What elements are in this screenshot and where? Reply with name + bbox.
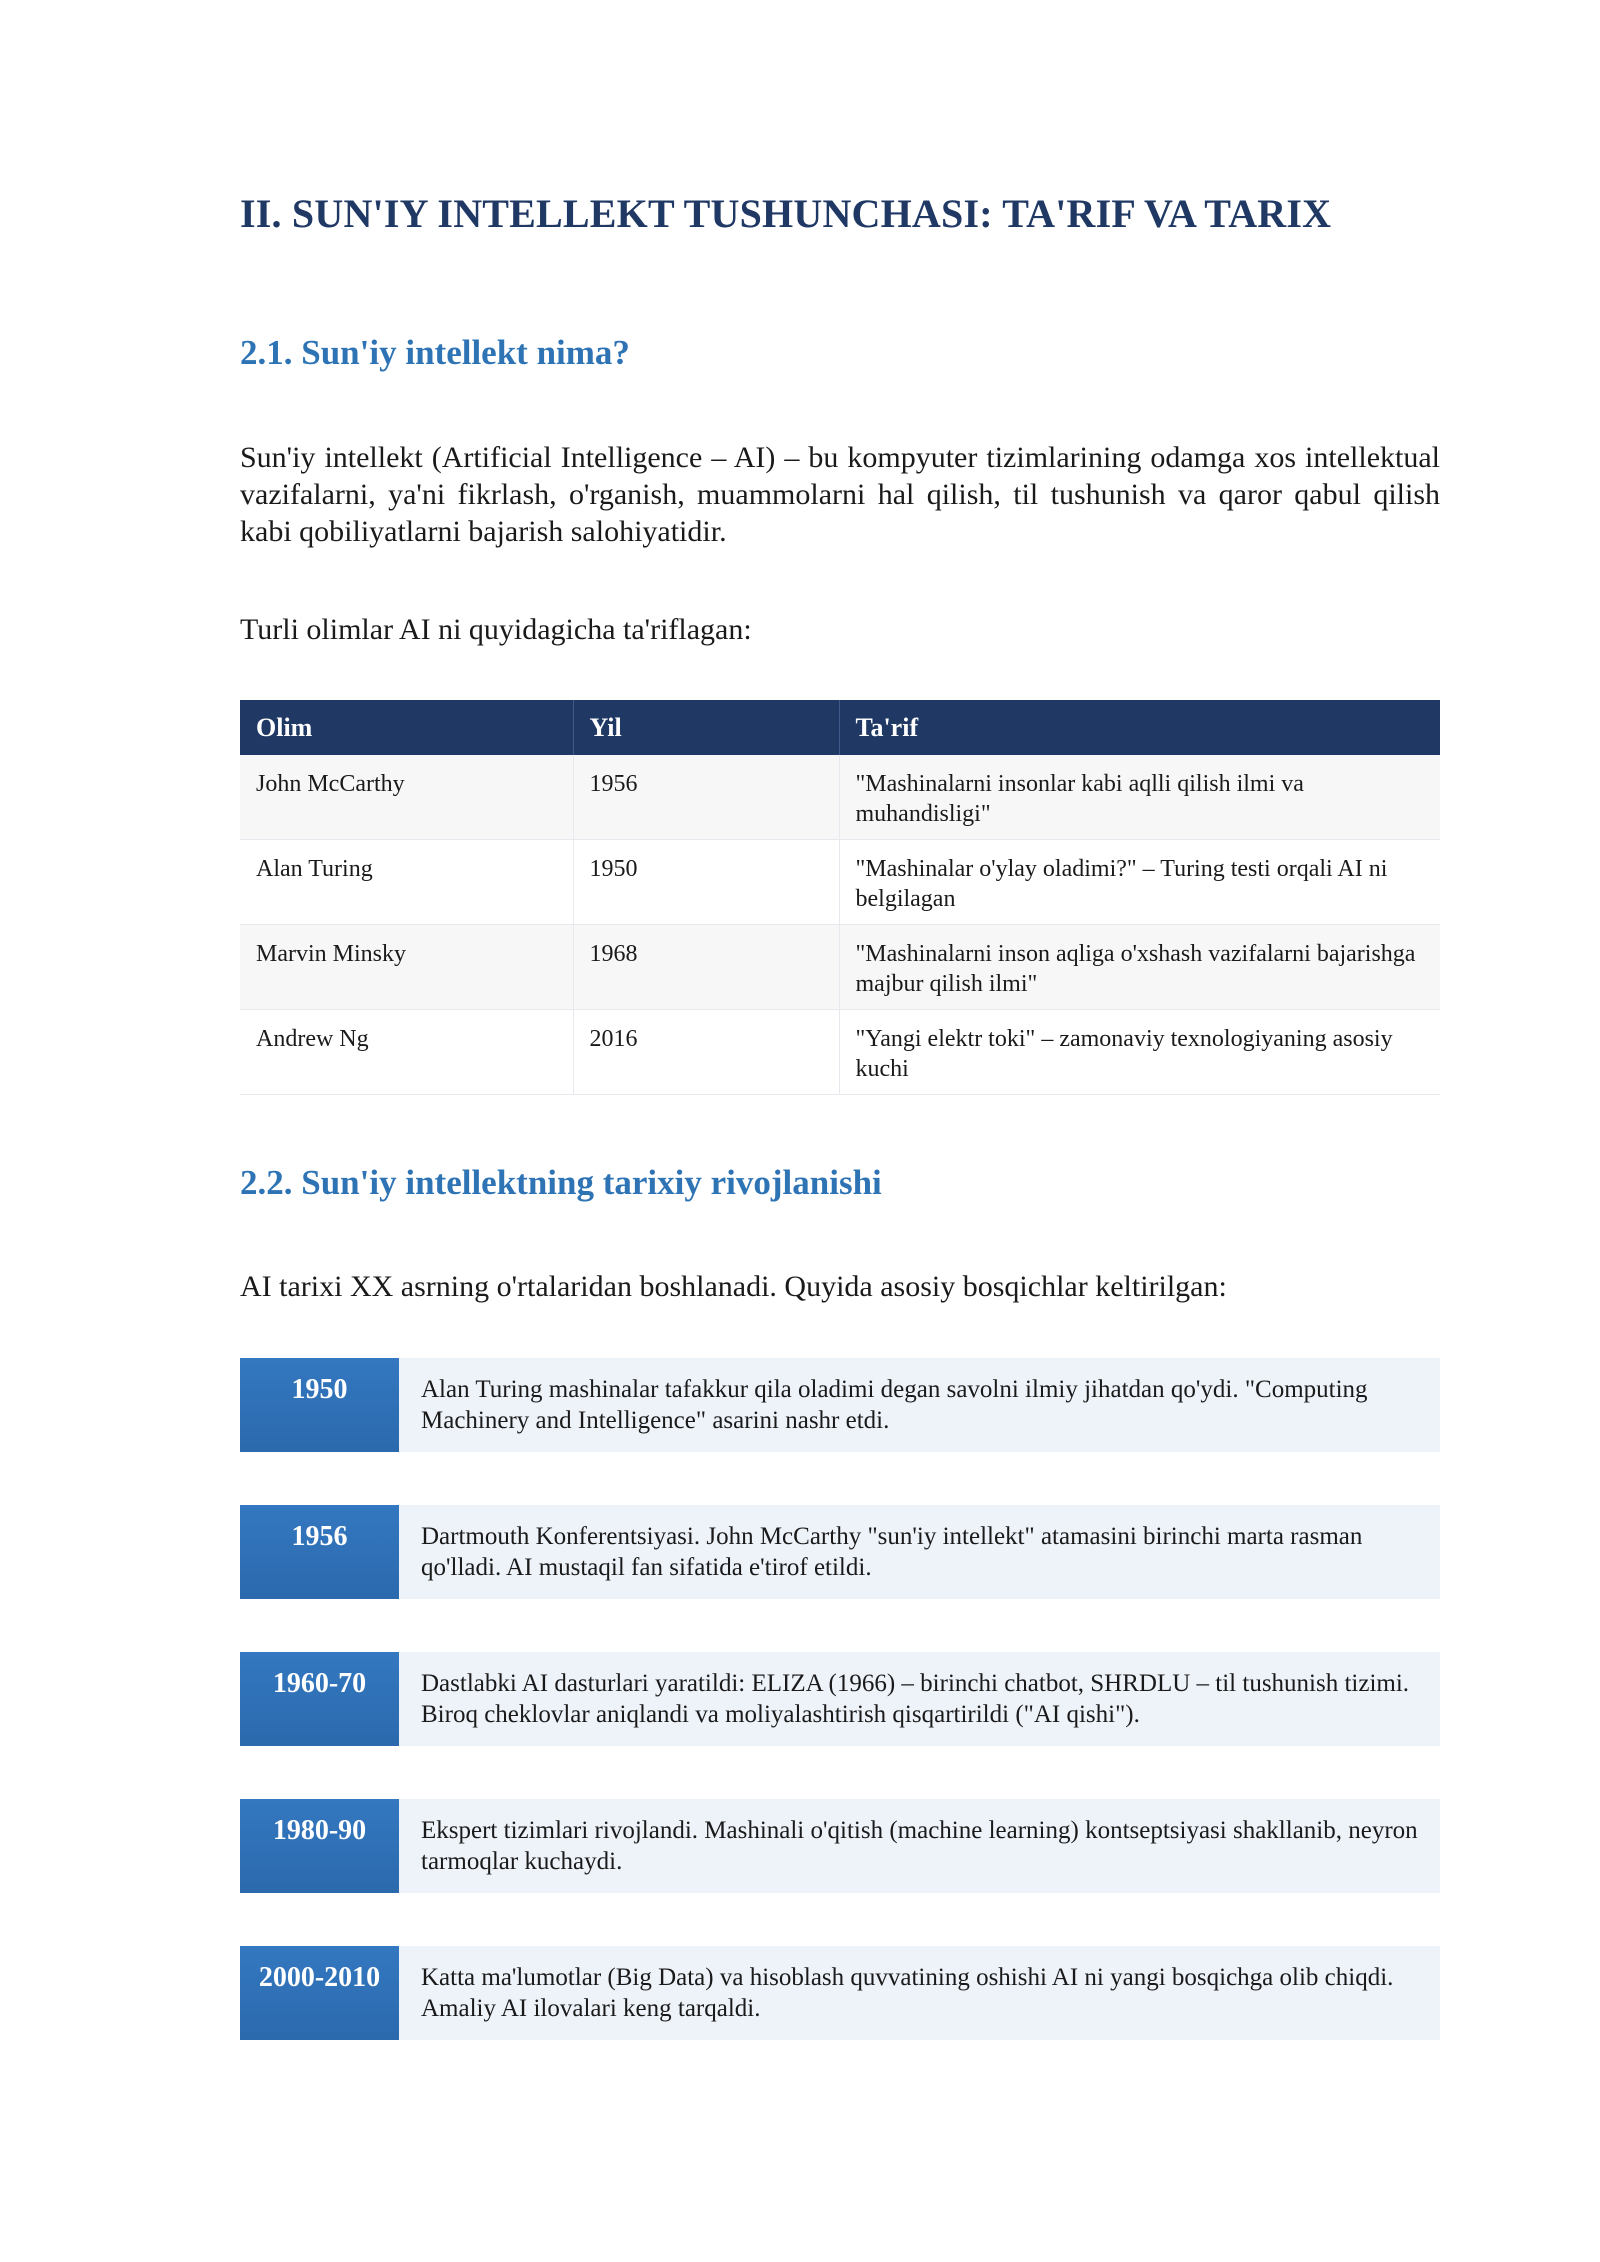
timeline-year: 1960-70 <box>240 1652 399 1746</box>
cell-scientist: Alan Turing <box>240 840 573 925</box>
cell-year: 2016 <box>573 1010 839 1095</box>
definitions-table <box>240 700 1440 1095</box>
timeline-item <box>240 1946 1440 2040</box>
cell-definition: "Yangi elektr toki" – zamonaviy texnologiyaning asosiy kuchi <box>839 1010 1440 1095</box>
column-header-year: Yil <box>573 700 839 755</box>
cell-scientist: John McCarthy <box>240 755 573 840</box>
cell-scientist: Marvin Minsky <box>240 925 573 1010</box>
timeline-item <box>240 1358 1440 1452</box>
table-row <box>240 1010 1440 1095</box>
column-header-scientist: Olim <box>240 700 573 755</box>
timeline-item <box>240 1652 1440 1746</box>
timeline-year: 1950 <box>240 1358 399 1452</box>
timeline-item <box>240 1505 1440 1599</box>
timeline-year: 1956 <box>240 1505 399 1599</box>
column-header-definition: Ta'rif <box>839 700 1440 755</box>
cell-definition: "Mashinalar o'ylay oladimi?" – Turing testi orqali AI ni belgilagan <box>839 840 1440 925</box>
table-row <box>240 840 1440 925</box>
cell-year: 1950 <box>573 840 839 925</box>
section-heading-history: 2.2. Sun'iy intellektning tarixiy rivojlanishi <box>240 1163 882 1202</box>
timeline-item <box>240 1799 1440 1893</box>
table-row <box>240 925 1440 1010</box>
table-header-row <box>240 700 1440 755</box>
timeline-year: 2000-2010 <box>240 1946 399 2040</box>
cell-definition: "Mashinalarni inson aqliga o'xshash vazifalarni bajarishga majbur qilish ilmi" <box>839 925 1440 1010</box>
section-heading-definition: 2.1. Sun'iy intellekt nima? <box>240 333 630 372</box>
page-title: II. SUN'IY INTELLEKT TUSHUNCHASI: TA'RIF VA TARIX <box>240 191 1332 236</box>
cell-year: 1956 <box>573 755 839 840</box>
timeline-text: Dartmouth Konferentsiyasi. John McCarthy "sun'iy intellekt" atamasini birinchi marta rasman qo'lladi. AI mustaqil fan sifatida e'tirof etildi. <box>399 1505 1440 1599</box>
cell-definition: "Mashinalarni insonlar kabi aqlli qilish ilmi va muhandisligi" <box>839 755 1440 840</box>
table-row <box>240 755 1440 840</box>
history-intro: AI tarixi XX asrning o'rtalaridan boshlanadi. Quyida asosiy bosqichlar keltirilgan: <box>240 1270 1227 1303</box>
timeline-text: Katta ma'lumotlar (Big Data) va hisoblash quvvatining oshishi AI ni yangi bosqichga olib chiqdi. Amaliy AI ilovalari keng tarqaldi. <box>399 1946 1440 2040</box>
cell-scientist: Andrew Ng <box>240 1010 573 1095</box>
timeline-text: Dastlabki AI dasturlari yaratildi: ELIZA (1966) – birinchi chatbot, SHRDLU – til tushunish tizimi. Biroq cheklovlar aniqlandi va moliyalashtirish qisqartirildi ("AI qishi"). <box>399 1652 1440 1746</box>
cell-year: 1968 <box>573 925 839 1010</box>
definition-paragraph: Sun'iy intellekt (Artificial Intelligence – AI) – bu kompyuter tizimlarining odamga xos intellektual vazifalarni, ya'ni fikrlash, o'rganish, muammolarni hal qilish, til tushunish va qaror qabul qilish kabi qobiliyatlarni bajarish salohiyatidir. <box>240 441 1440 548</box>
timeline-text: Alan Turing mashinalar tafakkur qila oladimi degan savolni ilmiy jihatdan qo'ydi. "Computing Machinery and Intelligence" asarini nashr etdi. <box>399 1358 1440 1452</box>
timeline-year: 1980-90 <box>240 1799 399 1893</box>
definitions-intro: Turli olimlar AI ni quyidagicha ta'riflagan: <box>240 613 752 646</box>
timeline-text: Ekspert tizimlari rivojlandi. Mashinali o'qitish (machine learning) kontseptsiyasi shakllanib, neyron tarmoqlar kuchaydi. <box>399 1799 1440 1893</box>
